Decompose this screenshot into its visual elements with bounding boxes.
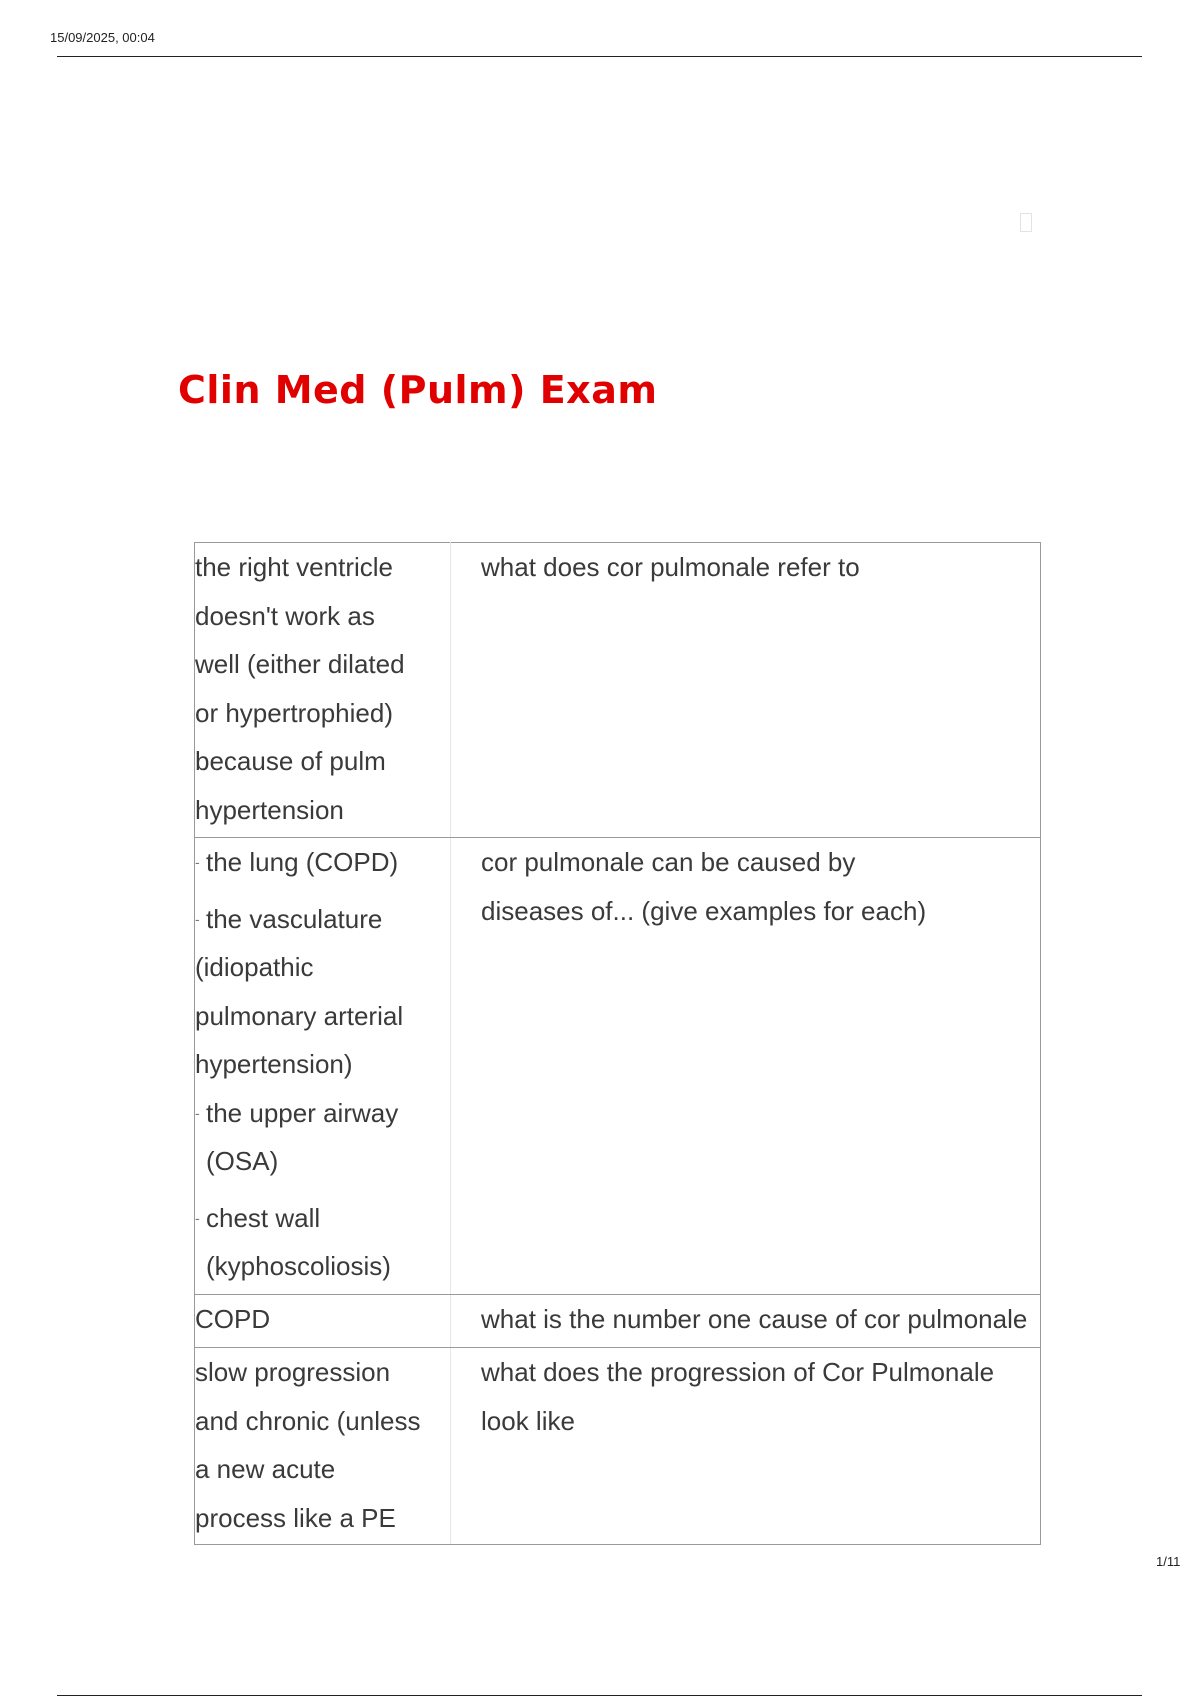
- bullet-item: [195, 895, 450, 944]
- page-title: Clin Med (Pulm) Exam: [178, 368, 658, 412]
- dash-icon: -: [195, 1104, 200, 1121]
- spacer: [195, 887, 450, 895]
- dash-icon: -: [195, 1209, 200, 1226]
- term-cell: [195, 1295, 451, 1348]
- term-line: pulmonary arterial: [195, 1000, 404, 1031]
- term-line: and chronic (unless: [195, 1405, 421, 1436]
- spacer: [195, 1186, 450, 1194]
- term-line: the right ventricle: [195, 552, 393, 582]
- question-cell: [451, 543, 1041, 838]
- term-line: slow progression: [195, 1357, 391, 1387]
- term-line: well (either dilated: [195, 649, 405, 679]
- term-cell: [195, 838, 451, 1295]
- missing-glyph-icon: [1020, 213, 1032, 232]
- footer-rule: [57, 1695, 1142, 1696]
- bullet-text: the upper airway: [206, 1097, 399, 1128]
- term-line: because of pulm: [195, 746, 386, 776]
- question-cell: [451, 1348, 1041, 1545]
- bullet-text: the lung (COPD): [206, 847, 399, 877]
- dash-icon: -: [195, 910, 200, 927]
- page-number: 1/11: [1156, 1554, 1181, 1569]
- term-line: hypertension: [195, 794, 344, 825]
- term-line: hypertension): [195, 1049, 353, 1079]
- table-row: [195, 838, 1041, 1295]
- question-line: what is the number one cause of cor pulmonale: [481, 1304, 1028, 1334]
- question-line: cor pulmonale can be caused by: [481, 847, 856, 877]
- term-cell: [195, 543, 451, 838]
- term-line: or hypertrophied): [195, 697, 393, 728]
- question-line: look like: [481, 1405, 575, 1436]
- bullet-text: chest wall: [206, 1202, 321, 1233]
- question-line: what does cor pulmonale refer to: [481, 552, 860, 582]
- bullet-item: [195, 1089, 450, 1138]
- question-line: diseases of... (give examples for each): [481, 895, 927, 926]
- question-cell: [451, 1295, 1041, 1348]
- table-row: [195, 543, 1041, 838]
- question-cell: [451, 838, 1041, 1295]
- dash-icon: -: [195, 854, 200, 870]
- term-line: (idiopathic: [195, 952, 314, 982]
- bullet-item: [195, 1194, 450, 1243]
- term-line: process like a PE: [195, 1502, 396, 1533]
- question-line: what does the progression of Cor Pulmonale: [481, 1357, 995, 1387]
- term-line: COPD: [195, 1304, 271, 1334]
- indent-line: (kyphoscoliosis): [206, 1251, 391, 1281]
- flashcard-table: [194, 542, 1041, 1545]
- table-row: [195, 1295, 1041, 1348]
- indent-line: (OSA): [206, 1146, 279, 1176]
- bullet-item: [195, 838, 450, 887]
- term-line: doesn't work as: [195, 600, 375, 631]
- term-cell: [195, 1348, 451, 1545]
- term-line: a new acute: [195, 1454, 336, 1484]
- table-row: [195, 1348, 1041, 1545]
- print-timestamp: 15/09/2025, 00:04: [50, 30, 155, 45]
- header-rule: [57, 56, 1142, 57]
- bullet-text: the vasculature: [206, 903, 383, 934]
